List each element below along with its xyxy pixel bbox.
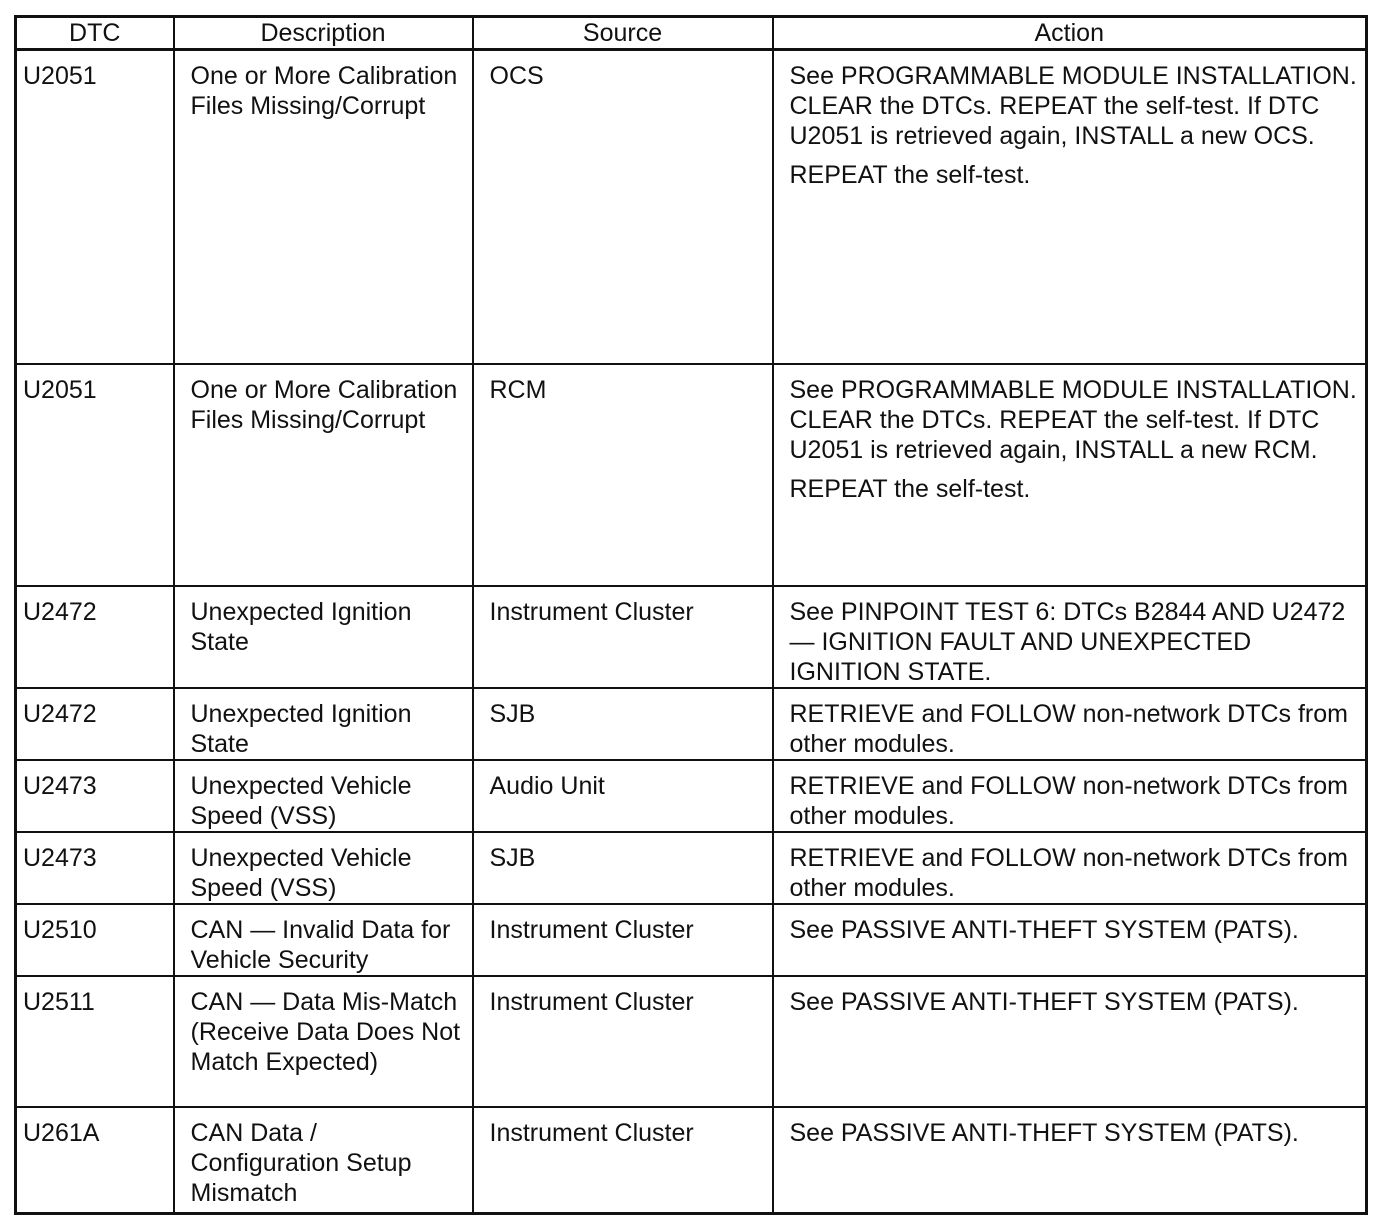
header-row — [16, 17, 1367, 50]
action-text: See PASSIVE ANTI-THEFT SYSTEM (PATS). — [789, 915, 1299, 944]
table-row — [16, 1107, 1367, 1214]
dtc-action — [773, 1107, 1367, 1214]
dtc-source: SJB — [473, 832, 773, 904]
table-row — [16, 688, 1367, 760]
table-row — [16, 50, 1367, 364]
dtc-description: Unexpected Vehicle Speed (VSS) — [174, 760, 473, 832]
dtc-description: Unexpected Ignition State — [174, 688, 473, 760]
dtc-source: Instrument Cluster — [473, 904, 773, 976]
action-text: See PROGRAMMABLE MODULE INSTALLATION. CLEAR the DTCs. REPEAT the self-test. If DTC U2051 is retrieved again, INSTALL a new OCS. — [789, 62, 1357, 150]
table-row — [16, 760, 1367, 832]
action-text: RETRIEVE and FOLLOW non-network DTCs from other modules. — [789, 771, 1348, 830]
action-text: See PROGRAMMABLE MODULE INSTALLATION. CLEAR the DTCs. REPEAT the self-test. If DTC U2051 is retrieved again, INSTALL a new RCM. — [789, 375, 1357, 464]
dtc-action — [773, 586, 1367, 688]
dtc-description: CAN — Data Mis-Match (Receive Data Does Not Match Expected) — [174, 976, 473, 1107]
dtc-code: U2472 — [16, 688, 174, 760]
dtc-action — [773, 832, 1367, 904]
action-text: REPEAT the self-test. — [789, 474, 1031, 503]
table-row — [16, 832, 1367, 904]
dtc-description: CAN — Invalid Data for Vehicle Security — [174, 904, 473, 976]
dtc-source: Instrument Cluster — [473, 976, 773, 1107]
dtc-action — [773, 760, 1367, 832]
dtc-code: U2472 — [16, 586, 174, 688]
dtc-source: OCS — [473, 50, 773, 364]
dtc-code: U2051 — [16, 50, 174, 364]
dtc-description: Unexpected Vehicle Speed (VSS) — [174, 832, 473, 904]
dtc-action — [773, 688, 1367, 760]
dtc-action — [773, 904, 1367, 976]
dtc-code: U2510 — [16, 904, 174, 976]
dtc-source: Audio Unit — [473, 760, 773, 832]
dtc-action — [773, 364, 1367, 586]
dtc-source: SJB — [473, 688, 773, 760]
dtc-description: Unexpected Ignition State — [174, 586, 473, 688]
dtc-action — [773, 976, 1367, 1107]
dtc-action — [773, 50, 1367, 364]
action-text: RETRIEVE and FOLLOW non-network DTCs from other modules. — [789, 843, 1348, 902]
dtc-table — [14, 15, 1368, 1215]
dtc-description: One or More Calibration Files Missing/Corrupt — [174, 364, 473, 586]
dtc-code: U2511 — [16, 976, 174, 1107]
table-row — [16, 586, 1367, 688]
dtc-code: U261A — [16, 1107, 174, 1214]
action-text: See PASSIVE ANTI-THEFT SYSTEM (PATS). — [789, 987, 1299, 1016]
header-dtc: DTC — [16, 17, 174, 50]
dtc-source: RCM — [473, 364, 773, 586]
table-row — [16, 364, 1367, 586]
action-text: See PINPOINT TEST 6: DTCs B2844 AND U2472 — IGNITION FAULT AND UNEXPECTED IGNITION STATE. — [789, 597, 1346, 686]
dtc-description: One or More Calibration Files Missing/Corrupt — [174, 50, 473, 364]
table-row — [16, 976, 1367, 1107]
table-row — [16, 904, 1367, 976]
action-text: RETRIEVE and FOLLOW non-network DTCs from other modules. — [789, 699, 1348, 758]
dtc-source: Instrument Cluster — [473, 586, 773, 688]
header-action: Action — [773, 17, 1367, 50]
dtc-code: U2473 — [16, 832, 174, 904]
header-description: Description — [174, 17, 473, 50]
dtc-code: U2473 — [16, 760, 174, 832]
action-text: See PASSIVE ANTI-THEFT SYSTEM (PATS). — [789, 1118, 1299, 1147]
dtc-code: U2051 — [16, 364, 174, 586]
header-source: Source — [473, 17, 773, 50]
action-text: REPEAT the self-test. — [789, 161, 1031, 189]
dtc-description: CAN Data / Configuration Setup Mismatch — [174, 1107, 473, 1214]
dtc-source: Instrument Cluster — [473, 1107, 773, 1214]
